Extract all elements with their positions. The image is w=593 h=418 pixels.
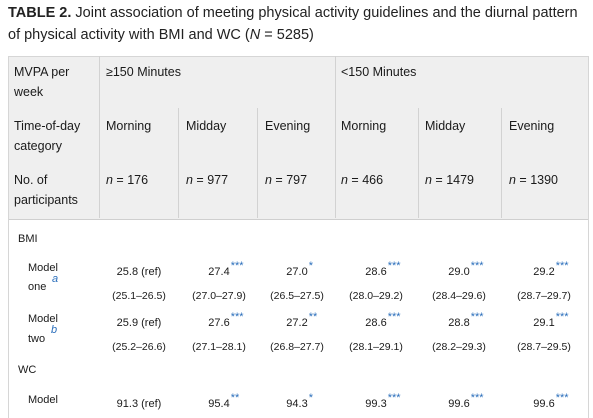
table-cell: 91.3 (ref) bbox=[116, 398, 162, 410]
col-header-time: Midday bbox=[186, 119, 227, 133]
table-cell: 25.8 (ref) (25.1–26.5) bbox=[112, 266, 166, 302]
timeofday-header: Time-of-day category bbox=[14, 119, 81, 153]
table-cell: 27.6 *** (27.1–28.1) bbox=[192, 311, 246, 353]
col-header-time: Midday bbox=[425, 119, 466, 133]
col-header-time: Morning bbox=[106, 119, 152, 133]
table-cell: 28.6 *** (28.1–29.1) bbox=[349, 311, 403, 353]
col-header-n: n = 977 bbox=[186, 173, 229, 187]
header-divider bbox=[257, 108, 258, 218]
significance-stars: *** bbox=[470, 311, 484, 323]
caption-n-symbol: N bbox=[249, 27, 261, 43]
table-cell: 94.3 * bbox=[286, 392, 313, 410]
col-header-n: n = 466 bbox=[341, 173, 384, 187]
col-header-n: n = 176 bbox=[106, 173, 149, 187]
significance-stars: * bbox=[308, 392, 313, 404]
caption-text: Joint association of meeting physical activity guidelines and the diurnal pattern of physical activity with BMI and WC ( bbox=[8, 5, 578, 43]
table-label: TABLE 2. bbox=[8, 5, 72, 21]
footnote-marker: a bbox=[52, 273, 59, 285]
significance-stars: *** bbox=[555, 392, 569, 404]
significance-stars: *** bbox=[470, 392, 484, 404]
model-label: Model bbox=[28, 394, 58, 406]
table-cell: 25.9 (ref) (25.2–26.6) bbox=[112, 317, 166, 353]
significance-stars: *** bbox=[387, 311, 401, 323]
col-header-n: n = 1390 bbox=[509, 173, 559, 187]
table-cell: 29.1 *** (28.7–29.5) bbox=[517, 311, 571, 353]
significance-stars: * bbox=[308, 260, 313, 272]
col-header-time: Evening bbox=[509, 119, 555, 133]
section-label-wc: WC bbox=[18, 364, 37, 376]
table-cell: 27.2 ** (26.8–27.7) bbox=[270, 311, 324, 353]
col-header-n: n = 1479 bbox=[425, 173, 475, 187]
model-label: two bbox=[28, 333, 46, 345]
significance-stars: *** bbox=[230, 260, 244, 272]
table-cell: 28.8 *** (28.2–29.3) bbox=[432, 311, 486, 353]
significance-stars: *** bbox=[470, 260, 484, 272]
table-cell: 99.6 *** bbox=[533, 392, 569, 410]
header-divider bbox=[418, 108, 419, 218]
caption-n-value: = 5285) bbox=[260, 27, 314, 43]
header-divider bbox=[99, 56, 100, 218]
significance-stars: *** bbox=[230, 311, 244, 323]
col-header-time: Morning bbox=[341, 119, 387, 133]
header-divider bbox=[501, 108, 502, 218]
table-caption bbox=[8, 2, 588, 46]
table-cell: 27.4 *** (27.0–27.9) bbox=[192, 260, 246, 302]
header-divider bbox=[178, 108, 179, 218]
participants-header: No. of participants bbox=[14, 173, 78, 207]
data-table bbox=[8, 56, 588, 410]
significance-stars: *** bbox=[387, 392, 401, 404]
col-header-time: Evening bbox=[265, 119, 311, 133]
table-cell: 95.4 ** bbox=[208, 392, 240, 410]
table-cell: 29.0 *** (28.4–29.6) bbox=[432, 260, 486, 302]
significance-stars: ** bbox=[230, 392, 240, 404]
group-ge150-header: ≥150 Minutes bbox=[106, 65, 181, 79]
table-cell: 99.3 *** bbox=[365, 392, 401, 410]
table-cell: 27.0 * (26.5–27.5) bbox=[270, 260, 324, 302]
significance-stars: *** bbox=[555, 260, 569, 272]
table-cell: 29.2 *** (28.7–29.7) bbox=[517, 260, 571, 302]
significance-stars: *** bbox=[555, 311, 569, 323]
model-label: one bbox=[28, 281, 47, 293]
table-cell: 99.6 *** bbox=[448, 392, 484, 410]
significance-stars: *** bbox=[387, 260, 401, 272]
significance-stars: ** bbox=[308, 311, 318, 323]
header-divider bbox=[335, 56, 336, 218]
footnote-marker: b bbox=[51, 324, 58, 336]
table-cell: 28.6 *** (28.0–29.2) bbox=[349, 260, 403, 302]
mvpa-header: MVPA per week bbox=[14, 65, 70, 99]
model-label: Model bbox=[28, 262, 58, 274]
group-lt150-header: <150 Minutes bbox=[341, 65, 417, 79]
col-header-n: n = 797 bbox=[265, 173, 308, 187]
model-label: Model bbox=[28, 313, 58, 325]
section-label-bmi: BMI bbox=[18, 233, 38, 245]
